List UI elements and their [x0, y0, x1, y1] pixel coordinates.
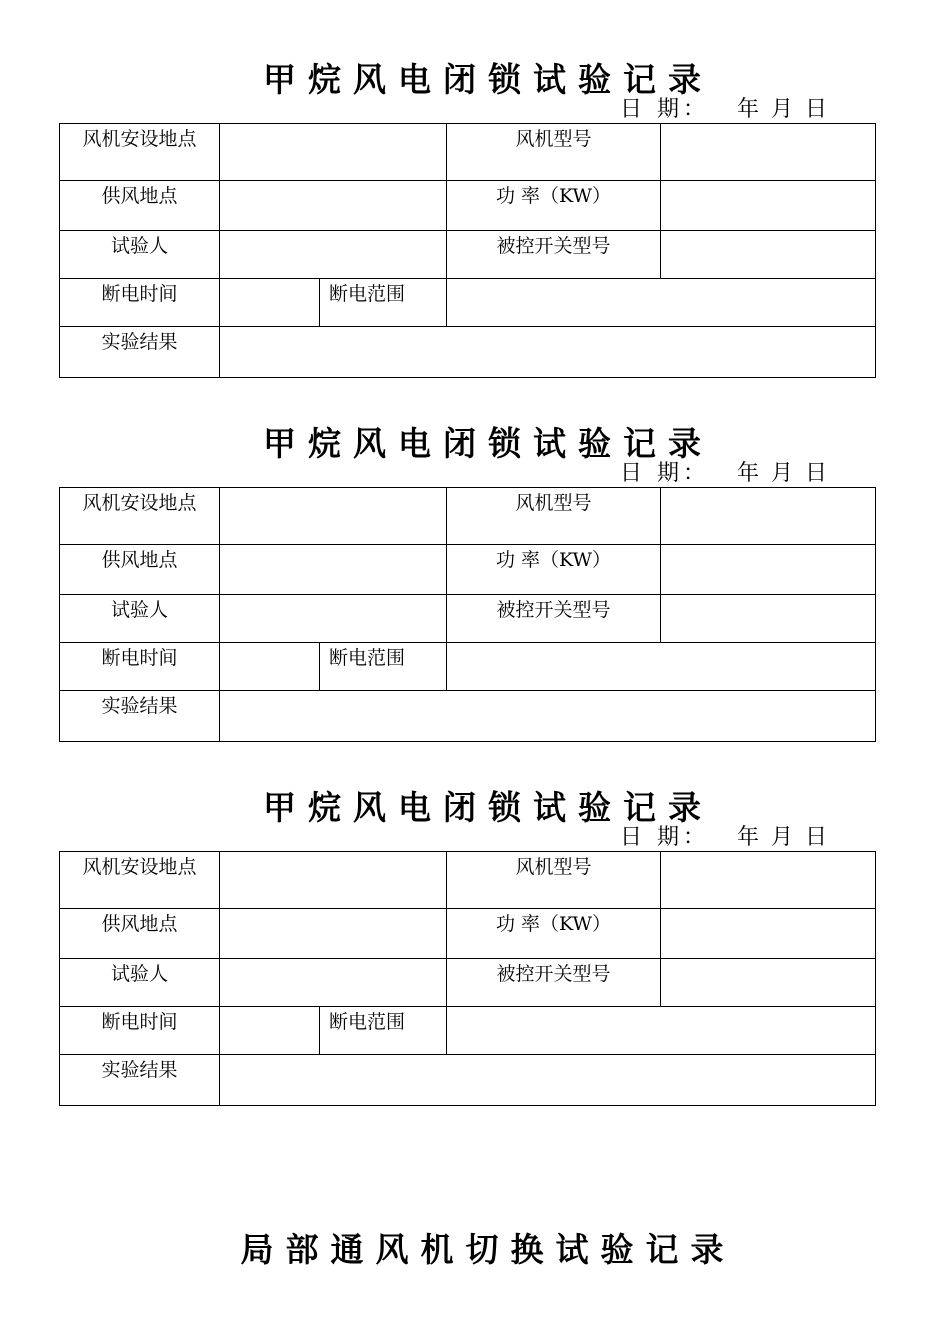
- power-field[interactable]: [661, 909, 876, 959]
- switch-model-field[interactable]: [661, 595, 876, 643]
- fan-location-field[interactable]: [220, 488, 447, 545]
- power-field[interactable]: [661, 545, 876, 595]
- cutoff-time-field[interactable]: [220, 1007, 320, 1055]
- record-table: [59, 851, 876, 1106]
- cutoff-time-field[interactable]: [220, 643, 320, 691]
- form-title: 甲烷风电闭锁试验记录: [263, 788, 713, 827]
- result-label: 实验结果: [60, 691, 220, 742]
- result-label: 实验结果: [60, 327, 220, 378]
- fan-model-label: 风机型号: [447, 852, 661, 909]
- fan-location-label: 风机安设地点: [60, 852, 220, 909]
- cutoff-range-field[interactable]: [447, 643, 876, 691]
- form-title: 甲烷风电闭锁试验记录: [263, 424, 713, 463]
- fan-model-label: 风机型号: [447, 124, 661, 181]
- date-line: [620, 461, 831, 487]
- record-table: [59, 123, 876, 378]
- record-table: [59, 487, 876, 742]
- date-year: 年: [737, 97, 764, 122]
- switch-model-label: 被控开关型号: [447, 231, 661, 279]
- date-line: [620, 97, 831, 123]
- cutoff-range-field[interactable]: [447, 1007, 876, 1055]
- cutoff-range-label: 断电范围: [320, 1007, 447, 1055]
- power-label: 功 率（KW）: [447, 909, 661, 959]
- result-field[interactable]: [220, 327, 876, 378]
- tester-field[interactable]: [220, 959, 447, 1007]
- supply-location-field[interactable]: [220, 545, 447, 595]
- date-day: 日: [805, 825, 832, 850]
- fan-model-field[interactable]: [661, 124, 876, 181]
- supply-location-field[interactable]: [220, 909, 447, 959]
- fan-location-label: 风机安设地点: [60, 488, 220, 545]
- date-label: 日 期：: [620, 97, 709, 122]
- date-day: 日: [805, 461, 832, 486]
- cutoff-range-field[interactable]: [447, 279, 876, 327]
- power-label: 功 率（KW）: [447, 545, 661, 595]
- switch-model-field[interactable]: [661, 959, 876, 1007]
- result-label: 实验结果: [60, 1055, 220, 1106]
- date-day: 日: [805, 97, 832, 122]
- cutoff-time-field[interactable]: [220, 279, 320, 327]
- supply-location-field[interactable]: [220, 181, 447, 231]
- supply-location-label: 供风地点: [60, 545, 220, 595]
- switch-model-label: 被控开关型号: [447, 595, 661, 643]
- fan-model-label: 风机型号: [447, 488, 661, 545]
- fan-location-label: 风机安设地点: [60, 124, 220, 181]
- cutoff-time-label: 断电时间: [60, 1007, 220, 1055]
- fan-location-field[interactable]: [220, 124, 447, 181]
- date-line: [620, 825, 831, 851]
- date-year: 年: [737, 461, 764, 486]
- form-title: 甲烷风电闭锁试验记录: [263, 60, 713, 99]
- power-field[interactable]: [661, 181, 876, 231]
- fan-model-field[interactable]: [661, 852, 876, 909]
- cutoff-time-label: 断电时间: [60, 279, 220, 327]
- tester-label: 试验人: [60, 231, 220, 279]
- date-year: 年: [737, 825, 764, 850]
- tester-label: 试验人: [60, 959, 220, 1007]
- date-month: 月: [771, 461, 798, 486]
- tester-field[interactable]: [220, 231, 447, 279]
- fan-model-field[interactable]: [661, 488, 876, 545]
- date-month: 月: [771, 97, 798, 122]
- fan-location-field[interactable]: [220, 852, 447, 909]
- power-label: 功 率（KW）: [447, 181, 661, 231]
- supply-location-label: 供风地点: [60, 181, 220, 231]
- switch-model-label: 被控开关型号: [447, 959, 661, 1007]
- result-field[interactable]: [220, 1055, 876, 1106]
- switch-model-field[interactable]: [661, 231, 876, 279]
- bottom-title: 局部通风机切换试验记录: [240, 1230, 736, 1269]
- date-month: 月: [771, 825, 798, 850]
- cutoff-time-label: 断电时间: [60, 643, 220, 691]
- tester-field[interactable]: [220, 595, 447, 643]
- cutoff-range-label: 断电范围: [320, 643, 447, 691]
- cutoff-range-label: 断电范围: [320, 279, 447, 327]
- tester-label: 试验人: [60, 595, 220, 643]
- result-field[interactable]: [220, 691, 876, 742]
- date-label: 日 期：: [620, 825, 709, 850]
- date-label: 日 期：: [620, 461, 709, 486]
- supply-location-label: 供风地点: [60, 909, 220, 959]
